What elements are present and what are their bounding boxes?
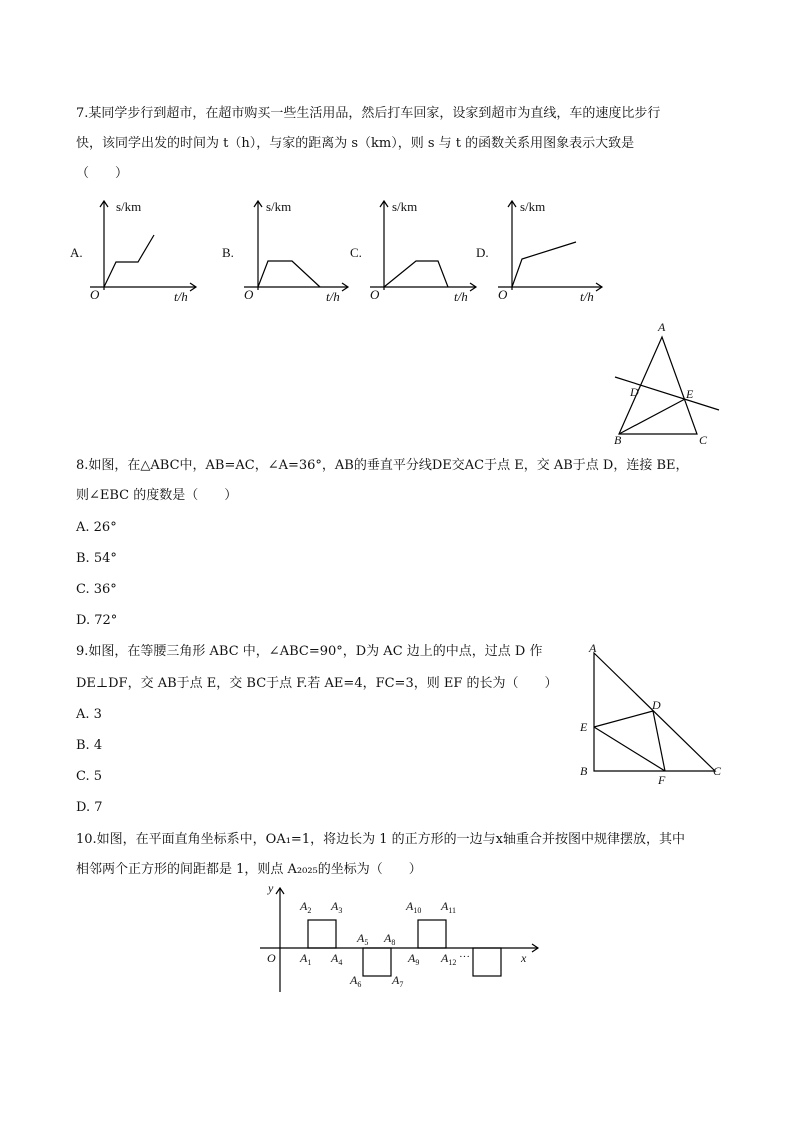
q7-graph-b: [222, 195, 352, 305]
q9-label-c: C: [713, 764, 722, 778]
q10-label-a10: $A_{10}$: [406, 899, 422, 915]
q7-xlabel-c: t/h: [454, 289, 468, 304]
q7-xlabel-b: t/h: [326, 289, 340, 304]
q7-ylabel-b: s/km: [266, 199, 292, 214]
q7-ylabel-d: s/km: [520, 199, 546, 214]
q10-label-x: x: [521, 951, 527, 965]
q7-graph-d: [476, 195, 606, 305]
q9-line1: 9.如图，在等腰三角形 ABC 中，∠ABC=90°，D为 AC 边上的中点，过点 D 作: [76, 644, 543, 659]
q8-figure: [605, 318, 730, 448]
q10-label-a1: $A_1$: [300, 951, 312, 967]
q7-curve-a: [104, 235, 154, 287]
q9-option-a: A. 3: [76, 707, 102, 722]
q10-label-a6: $A_6$: [350, 973, 362, 989]
q9-label-b: B: [580, 764, 588, 778]
q7-ylabel-a: s/km: [116, 199, 142, 214]
q7-line2: 快，该同学出发的时间为 t（h），与家的距离为 s（km），则 s 与 t 的函数关系用图象表示大致是: [76, 136, 635, 151]
q8-label-d: D: [630, 385, 639, 399]
q7-curve-d: [512, 242, 576, 287]
q8-label-e: E: [686, 387, 694, 401]
q7-option-a: A.: [70, 245, 83, 260]
q10-square-2: [363, 948, 391, 976]
q8-label-a: A: [658, 320, 666, 334]
q10-label-y: y: [268, 881, 274, 895]
q7-ylabel-c: s/km: [392, 199, 418, 214]
q7-origin-a: O: [90, 287, 100, 302]
q9-line2: DE⊥DF，交 AB于点 E，交 BC于点 F.若 AE=4，FC=3，则 EF 的长为（ ）: [76, 676, 558, 691]
q8-label-c: C: [699, 433, 708, 447]
q9-label-a: A: [589, 641, 597, 655]
q9-label-e: E: [580, 720, 588, 734]
q8-line2: 则∠EBC 的度数是（ ）: [76, 488, 238, 503]
q10-label-a7: $A_7$: [392, 973, 404, 989]
q7-origin-c: O: [370, 287, 380, 302]
q7-graph-c: [350, 195, 480, 305]
q8-option-b: B. 54°: [76, 551, 117, 566]
q8-segment-be: [619, 399, 685, 434]
q7-option-b: B.: [222, 245, 234, 260]
q7-option-c: C.: [350, 245, 362, 260]
q7-line1: 7.某同学步行到超市，在超市购买一些生活用品，然后打车回家，设家到超市为直线，车的速度比步行: [76, 106, 661, 121]
q7-line3: （ ）: [76, 166, 129, 181]
q8-label-b: B: [614, 433, 622, 447]
q9-label-d: D: [652, 698, 661, 712]
q9-option-b: B. 4: [76, 738, 103, 753]
q10-label-a3: $A_3$: [331, 899, 343, 915]
q10-label-a4: $A_4$: [331, 951, 343, 967]
q10-label-a12: $A_{12}$: [441, 951, 457, 967]
q9-label-f: F: [658, 773, 666, 787]
q10-label-a11: $A_{11}$: [441, 899, 457, 915]
q10-label-a2: $A_2$: [300, 899, 312, 915]
q9-figure: [575, 640, 735, 790]
q10-square-1: [308, 920, 336, 948]
q9-segment-ef: [594, 727, 665, 771]
q8-line1: 8.如图，在△ABC中，AB=AC，∠A=36°，AB的垂直平分线DE交AC于点 E，交 AB于点 D，连接 BE，: [76, 458, 689, 473]
q7-option-d: D.: [476, 245, 489, 260]
q7-xlabel-d: t/h: [580, 289, 594, 304]
q8-option-a: A. 26°: [76, 520, 117, 535]
q7-origin-d: O: [498, 287, 508, 302]
q7-origin-b: O: [244, 287, 254, 302]
q10-square-4: [473, 948, 501, 976]
q10-figure: [255, 880, 545, 1000]
q10-label-a8: $A_8$: [384, 931, 396, 947]
q10-label-a5: $A_5$: [357, 931, 369, 947]
q9-triangle-abc: [594, 653, 715, 771]
q9-segment-ed: [594, 711, 653, 727]
q10-line1: 10.如图，在平面直角坐标系中，OA₁=1，将边长为 1 的正方形的一边与x轴重合并按图中规律摆放，其中: [76, 832, 685, 847]
q7-xlabel-a: t/h: [174, 289, 188, 304]
q8-option-c: C. 36°: [76, 582, 117, 597]
q7-curve-b: [258, 261, 320, 287]
q8-option-d: D. 72°: [76, 613, 118, 628]
q10-label-a9: $A_9$: [408, 951, 420, 967]
q10-label-o: O: [267, 951, 276, 965]
q10-line2: 相邻两个正方形的间距都是 1，则点 A₂₀₂₅的坐标为（ ）: [76, 862, 422, 877]
q10-square-3: [418, 920, 446, 948]
q7-curve-c: [384, 261, 448, 287]
q9-option-d: D. 7: [76, 800, 103, 815]
q9-option-c: C. 5: [76, 769, 103, 784]
q7-graph-a: [70, 195, 200, 305]
q10-ellipsis: ···: [459, 951, 470, 963]
